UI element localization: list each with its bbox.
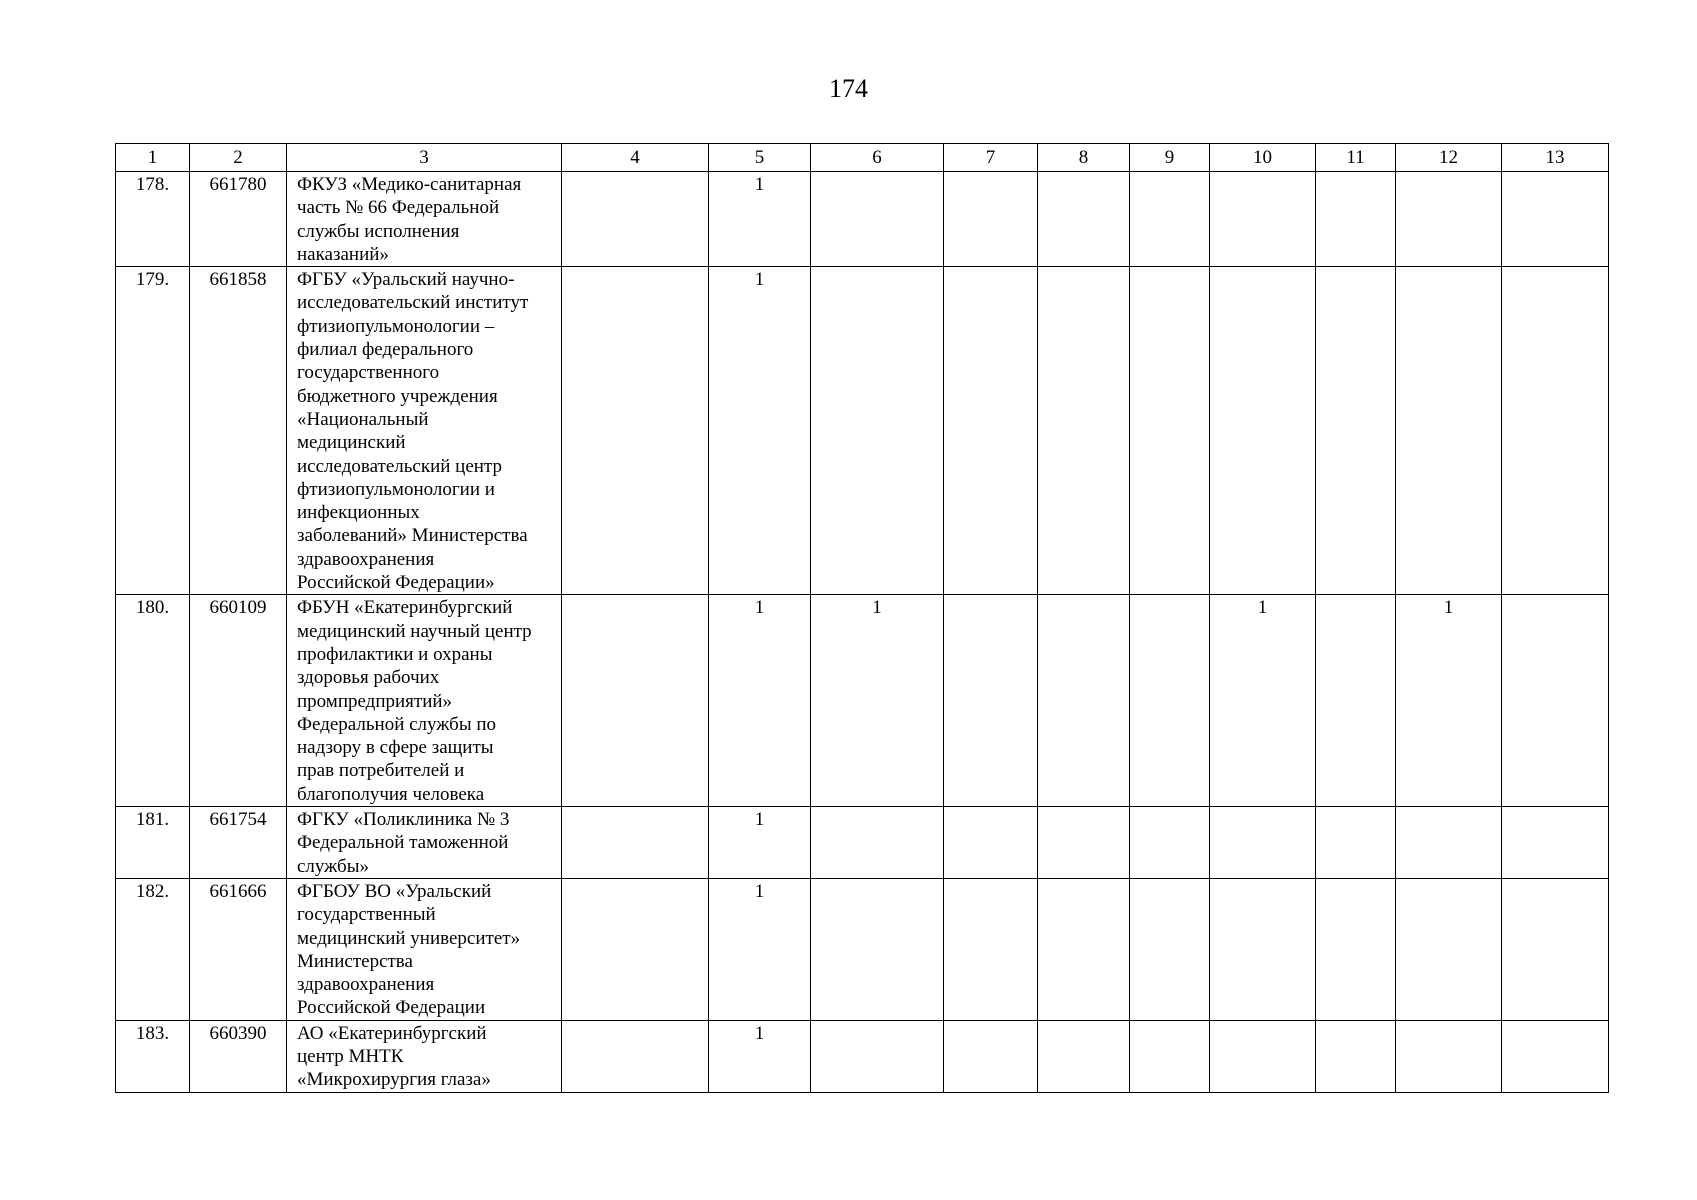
column-header-3: 3	[287, 144, 562, 172]
value-cell-col-10	[1210, 807, 1316, 879]
value-cell-col-4	[562, 878, 709, 1020]
value-cell-col-11	[1316, 172, 1396, 267]
organization-name-cell: ФГКУ «Поликлиника № 3 Федеральной таможенной службы»	[287, 807, 562, 879]
value-cell-col-6	[811, 878, 944, 1020]
organization-name-cell: ФБУН «Екатеринбургский медицинский научный центр профилактики и охраны здоровья рабочих промпредприятий» Федеральной службы по надзору в сфере защиты прав потребителей и благополучия человека	[287, 595, 562, 807]
value-cell-col-10	[1210, 267, 1316, 595]
value-cell-col-6	[811, 807, 944, 879]
code-cell: 661780	[190, 172, 287, 267]
value-cell-col-13	[1502, 595, 1609, 807]
column-header-12: 12	[1396, 144, 1502, 172]
table-row	[116, 878, 1609, 1020]
value-cell-col-12	[1396, 878, 1502, 1020]
column-header-2: 2	[190, 144, 287, 172]
value-cell-col-12	[1396, 267, 1502, 595]
code-cell: 661754	[190, 807, 287, 879]
organization-name-cell: АО «Екатеринбургский центр МНТК «Микрохирургия глаза»	[287, 1020, 562, 1092]
value-cell-col-7	[944, 267, 1038, 595]
value-cell-col-9	[1130, 1020, 1210, 1092]
value-cell-col-8	[1038, 807, 1130, 879]
column-header-11: 11	[1316, 144, 1396, 172]
row-number-cell: 182.	[116, 878, 190, 1020]
value-cell-col-7	[944, 807, 1038, 879]
value-cell-col-12: 1	[1396, 595, 1502, 807]
column-header-9: 9	[1130, 144, 1210, 172]
table-row	[116, 807, 1609, 879]
value-cell-col-4	[562, 172, 709, 267]
value-cell-col-9	[1130, 595, 1210, 807]
data-table	[115, 143, 1609, 1093]
value-cell-col-9	[1130, 172, 1210, 267]
value-cell-col-6	[811, 1020, 944, 1092]
value-cell-col-7	[944, 595, 1038, 807]
value-cell-col-5: 1	[709, 878, 811, 1020]
value-cell-col-9	[1130, 807, 1210, 879]
value-cell-col-5: 1	[709, 595, 811, 807]
column-header-10: 10	[1210, 144, 1316, 172]
code-cell: 660390	[190, 1020, 287, 1092]
value-cell-col-5: 1	[709, 172, 811, 267]
organization-name-cell: ФКУЗ «Медико-санитарная часть № 66 Федеральной службы исполнения наказаний»	[287, 172, 562, 267]
value-cell-col-10	[1210, 172, 1316, 267]
value-cell-col-11	[1316, 267, 1396, 595]
column-header-13: 13	[1502, 144, 1609, 172]
row-number-cell: 181.	[116, 807, 190, 879]
value-cell-col-6: 1	[811, 595, 944, 807]
value-cell-col-13	[1502, 1020, 1609, 1092]
table-body	[116, 172, 1609, 1093]
value-cell-col-8	[1038, 267, 1130, 595]
value-cell-col-8	[1038, 1020, 1130, 1092]
value-cell-col-6	[811, 267, 944, 595]
value-cell-col-12	[1396, 1020, 1502, 1092]
code-cell: 660109	[190, 595, 287, 807]
value-cell-col-9	[1130, 878, 1210, 1020]
value-cell-col-4	[562, 1020, 709, 1092]
value-cell-col-11	[1316, 595, 1396, 807]
value-cell-col-5: 1	[709, 267, 811, 595]
code-cell: 661666	[190, 878, 287, 1020]
value-cell-col-13	[1502, 267, 1609, 595]
page-number: 174	[829, 74, 868, 103]
value-cell-col-13	[1502, 878, 1609, 1020]
column-header-4: 4	[562, 144, 709, 172]
value-cell-col-4	[562, 807, 709, 879]
value-cell-col-11	[1316, 807, 1396, 879]
value-cell-col-7	[944, 172, 1038, 267]
column-header-6: 6	[811, 144, 944, 172]
value-cell-col-5: 1	[709, 1020, 811, 1092]
value-cell-col-9	[1130, 267, 1210, 595]
value-cell-col-13	[1502, 172, 1609, 267]
header-row	[116, 144, 1609, 172]
value-cell-col-11	[1316, 1020, 1396, 1092]
value-cell-col-12	[1396, 172, 1502, 267]
value-cell-col-8	[1038, 595, 1130, 807]
value-cell-col-6	[811, 172, 944, 267]
column-header-8: 8	[1038, 144, 1130, 172]
table-row	[116, 595, 1609, 807]
code-cell: 661858	[190, 267, 287, 595]
value-cell-col-8	[1038, 878, 1130, 1020]
value-cell-col-10: 1	[1210, 595, 1316, 807]
value-cell-col-10	[1210, 1020, 1316, 1092]
value-cell-col-7	[944, 878, 1038, 1020]
value-cell-col-11	[1316, 878, 1396, 1020]
row-number-cell: 180.	[116, 595, 190, 807]
value-cell-col-5: 1	[709, 807, 811, 879]
value-cell-col-13	[1502, 807, 1609, 879]
row-number-cell: 178.	[116, 172, 190, 267]
value-cell-col-4	[562, 267, 709, 595]
value-cell-col-12	[1396, 807, 1502, 879]
table-row	[116, 172, 1609, 267]
column-header-7: 7	[944, 144, 1038, 172]
table-row	[116, 267, 1609, 595]
column-header-5: 5	[709, 144, 811, 172]
organization-name-cell: ФГБУ «Уральский научно- исследовательский институт фтизиопульмонологии – филиал федерального государственного бюджетного учреждения «Национальный медицинский исследовательский центр фтизиопульмонологии и инфекционных заболеваний» Министерства здравоохранения Российской Федерации»	[287, 267, 562, 595]
value-cell-col-7	[944, 1020, 1038, 1092]
row-number-cell: 179.	[116, 267, 190, 595]
column-header-1: 1	[116, 144, 190, 172]
organization-name-cell: ФГБОУ ВО «Уральский государственный медицинский университет» Министерства здравоохранения Российской Федерации	[287, 878, 562, 1020]
row-number-cell: 183.	[116, 1020, 190, 1092]
value-cell-col-4	[562, 595, 709, 807]
value-cell-col-8	[1038, 172, 1130, 267]
table-row	[116, 1020, 1609, 1092]
value-cell-col-10	[1210, 878, 1316, 1020]
